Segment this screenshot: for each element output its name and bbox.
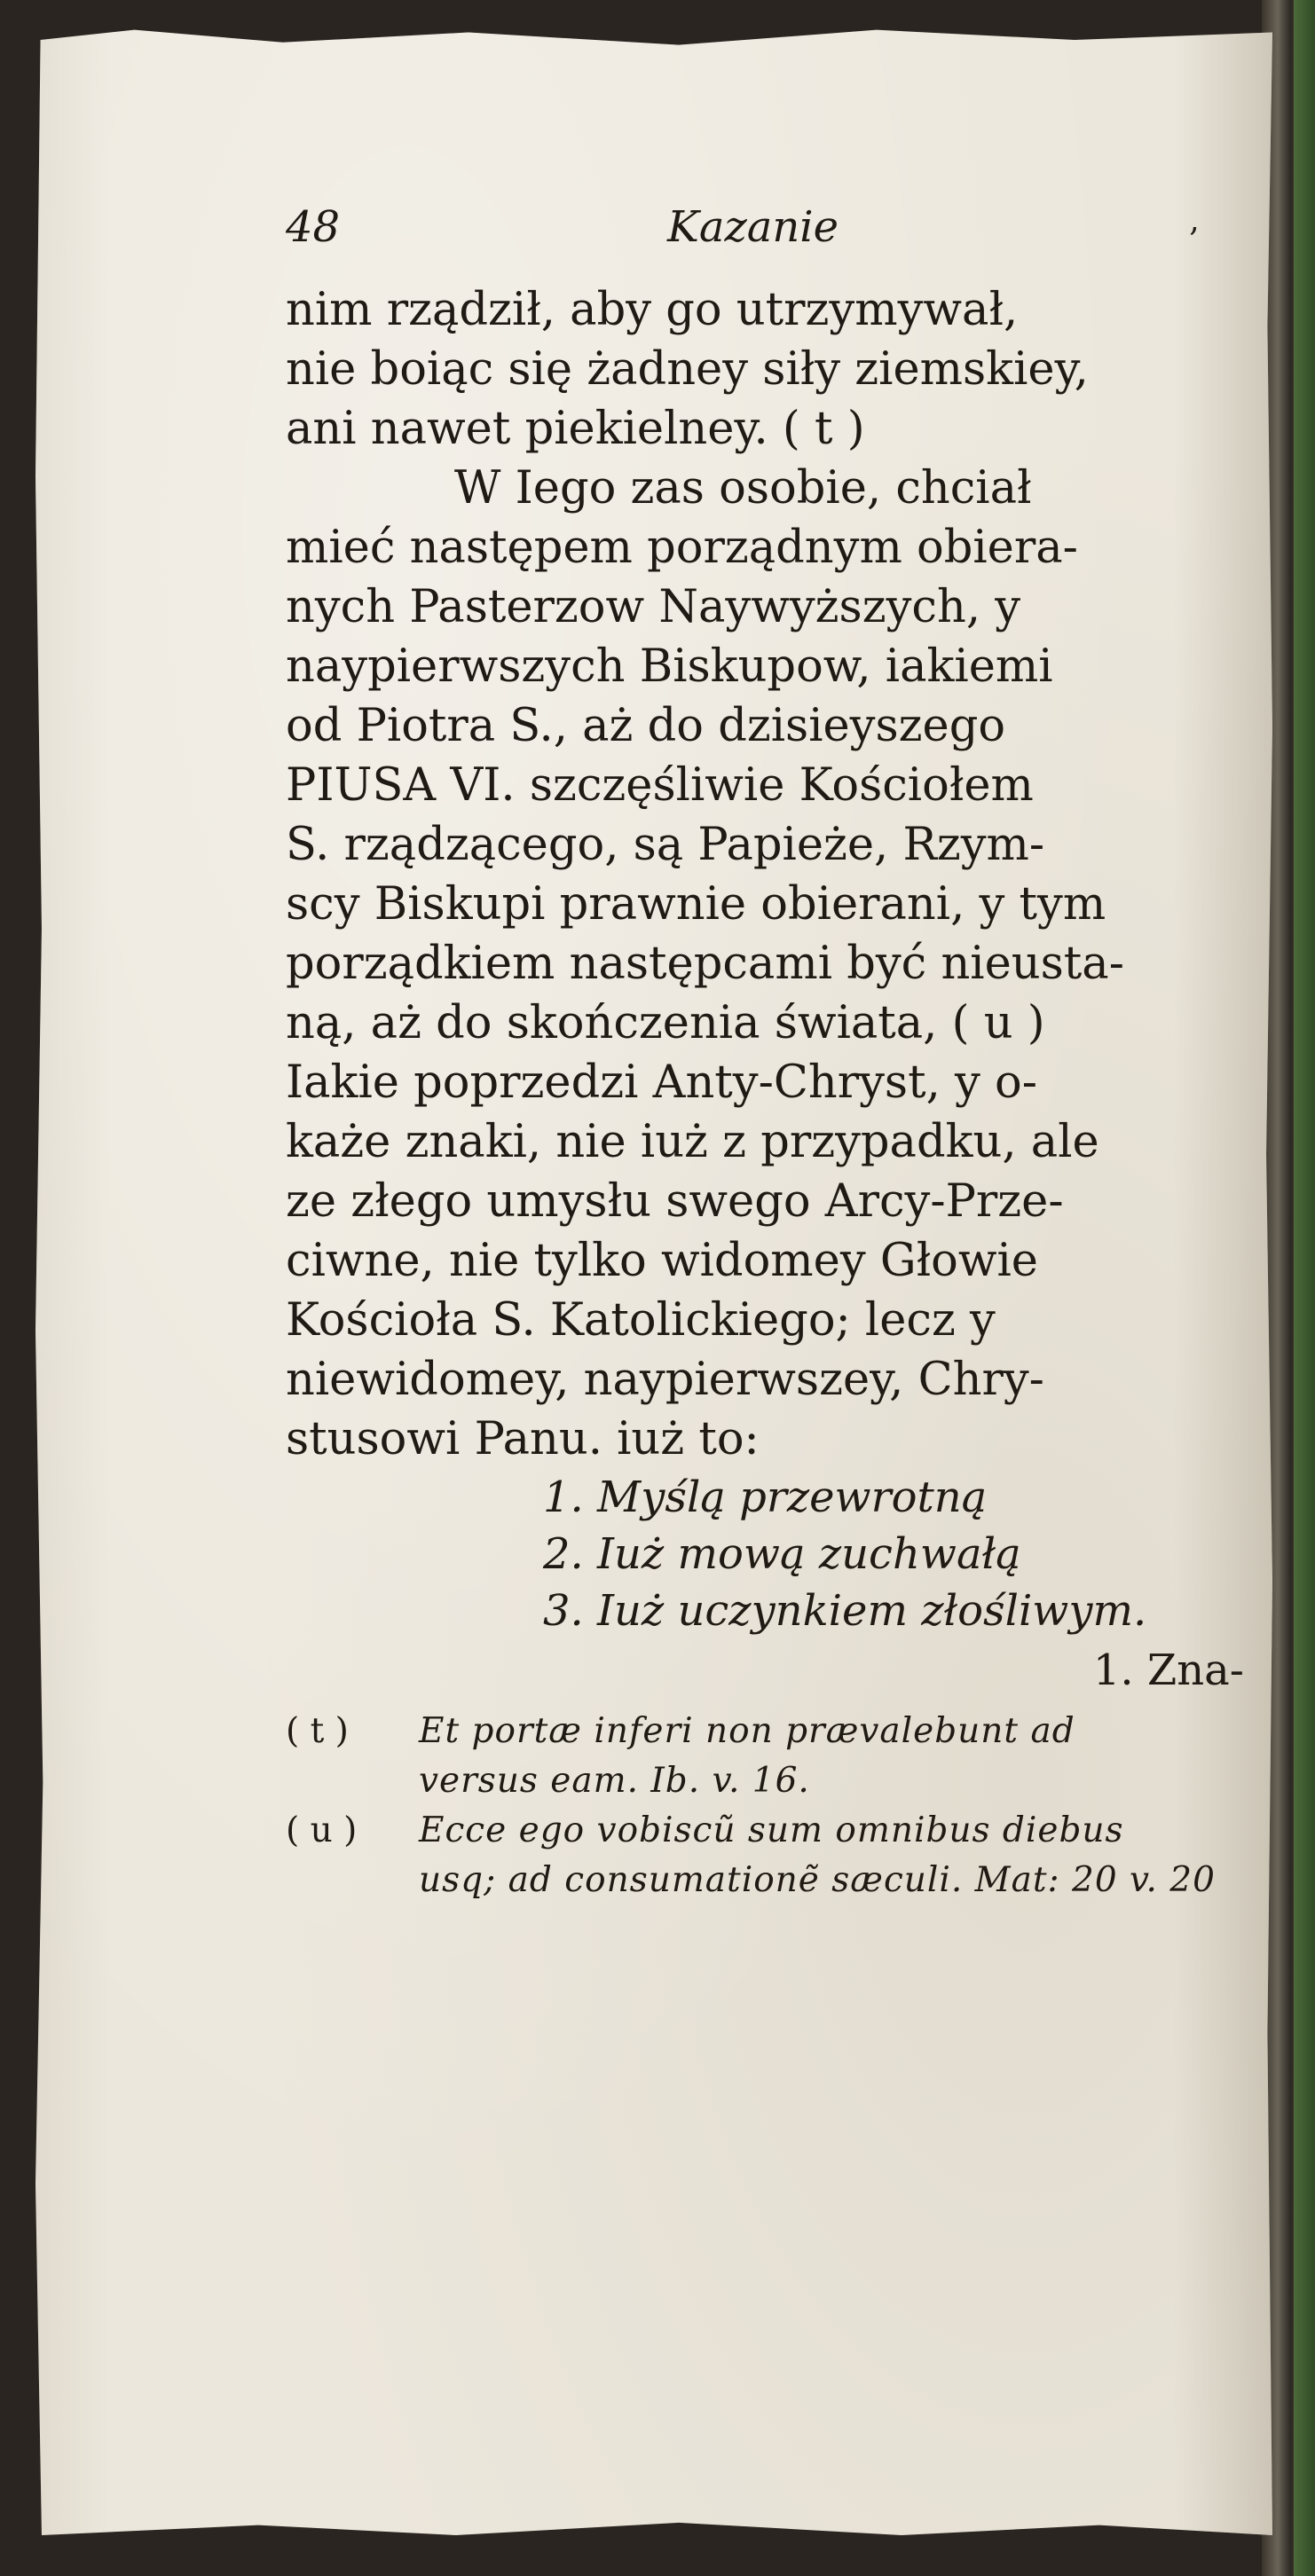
footnote-mark: ( u ) [286,1810,358,1850]
footnote-u [286,1806,1244,1856]
text-line: Iakie poprzedzi Anty-Chryst, y o- [286,1056,1037,1109]
text-line: każe znaki, nie iuż z przypadku, ale [286,1116,1099,1168]
enumerated-list [286,1469,1244,1639]
list-item: 1. Myślą przewrotną [543,1473,988,1522]
paragraph-start-line: W Iego zas osobie, chciał [454,462,1032,514]
body-text [286,280,1244,1469]
text-line: scy Biskupi prawnie obierani, y tym [286,878,1106,931]
text-line: ani nawet piekielney. ( t ) [286,403,865,455]
page-content [286,202,1244,1905]
footnote-mark: ( t ) [286,1711,349,1751]
text-line: naypierwszych Biskupow, iakiemi [286,640,1053,693]
text-line: Kościoła S. Katolickiego; lecz y [286,1294,996,1347]
text-line: stusowi Panu. iuż to: [286,1413,760,1465]
text-line: nim rządził, aby go utrzymywał, [286,284,1019,336]
footnote-text: usq; ad consumationẽ sæculi. Mat: 20 v. 20 [419,1860,1216,1900]
footnote-text: Ecce ego vobiscũ sum omnibus diebus [419,1810,1124,1850]
running-title: Kazanie [667,202,839,252]
text-line: nie boiąc się żadney siły ziemskiey, [286,343,1089,396]
text-line: niewidomey, naypierwszey, Chry- [286,1354,1044,1406]
text-line: S. rządzącego, są Papieże, Rzym- [286,819,1045,871]
text-line: od Piotra S., aż do dzisieyszego [286,700,1006,752]
header-mark: ‚ [1189,202,1200,239]
page-number: 48 [286,202,341,252]
footnote-text: versus eam. Ib. v. 16. [419,1761,810,1801]
text-line: ze złego umysłu swego Arcy-Prze- [286,1175,1064,1228]
list-item: 2. Iuż mową zuchwałą [543,1529,1021,1579]
text-line: nych Pasterzow Naywyższych, y [286,581,1021,633]
binding-strip [1294,0,1315,2576]
footnotes [286,1707,1244,1905]
text-line: PIUSA VI. szczęśliwie Kościołem [286,759,1034,812]
footnote-u-continuation [286,1856,1244,1905]
page-header [286,202,1244,273]
catchword: 1. Zna- [1092,1645,1244,1695]
text-line: porządkiem następcami być nieusta- [286,938,1124,990]
list-item: 3. Iuż uczynkiem złośliwym. [543,1586,1147,1636]
text-line: ciwne, nie tylko widomey Głowie [286,1235,1038,1287]
footnote-t [286,1707,1244,1756]
text-line: mieć następem porządnym obiera- [286,522,1078,574]
text-line: ną, aż do skończenia świata, ( u ) [286,997,1045,1049]
footnote-t-continuation [286,1756,1244,1806]
footnote-text: Et portæ inferi non prævalebunt ad [419,1711,1075,1751]
